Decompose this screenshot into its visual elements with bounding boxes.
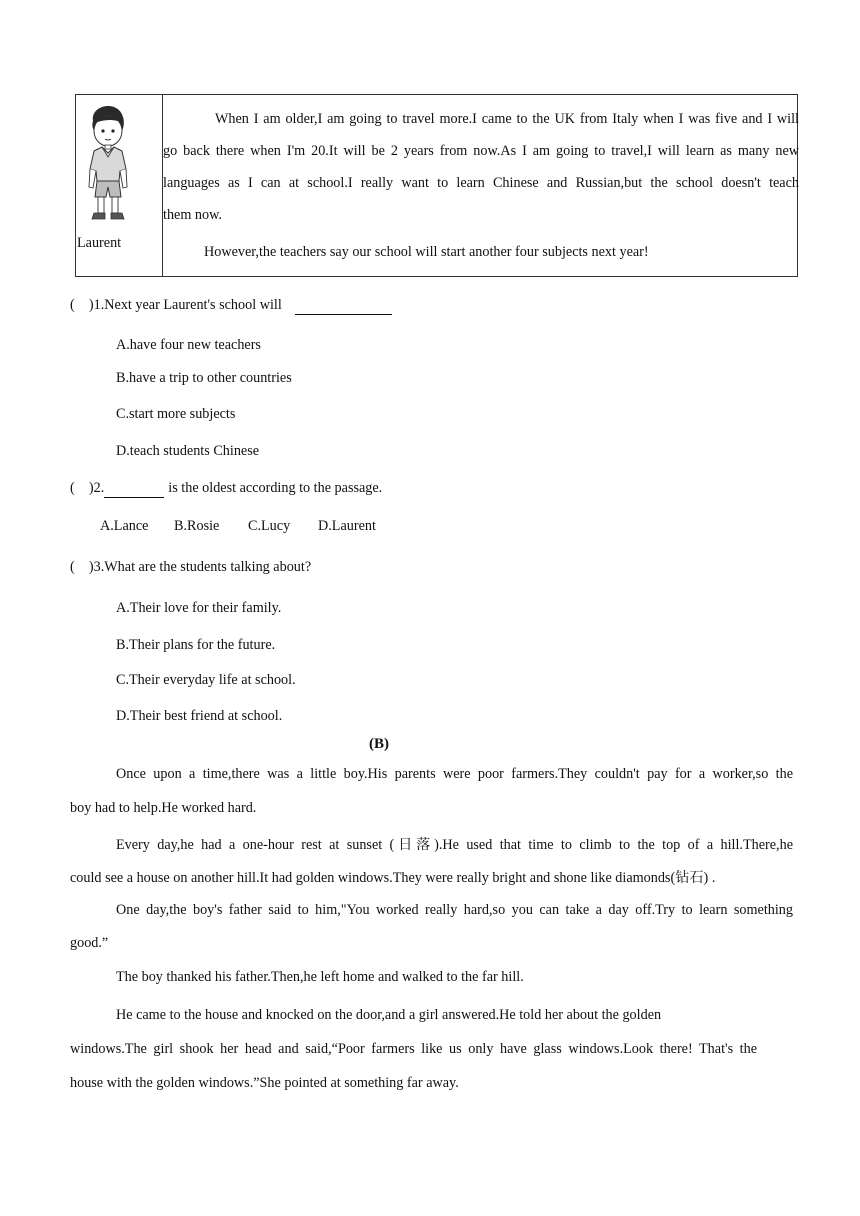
question-1-stem: Next year Laurent's school will [104, 297, 282, 313]
option: C.start more subjects [116, 406, 236, 422]
option: C.Lucy [248, 518, 291, 534]
option: D.Laurent [318, 518, 376, 534]
passage-line: go back there when I'm 20.It will be 2 years from now.As I am going to travel,I will learn as many new [163, 143, 799, 159]
question-3-stem: What are the students talking about? [104, 559, 312, 575]
passage-line: However,the teachers say our school will start another four subjects next year! [204, 244, 649, 260]
story-line: boy had to help.He worked hard. [70, 800, 257, 816]
story-line: good.” [70, 935, 109, 951]
story-line: Every day,he had a one-hour rest at sunset (日落).He used that time to climb to the top of a hill.There,he [116, 837, 793, 853]
story-line: The boy thanked his father.Then,he left home and walked to the far hill. [116, 969, 524, 985]
option: B.have a trip to other countries [116, 370, 292, 386]
question-3 [70, 559, 311, 576]
story-line: Once upon a time,there was a little boy.His parents were poor farmers.They couldn't pay for a worker,so the [116, 766, 793, 782]
person-name-label: Laurent [77, 235, 122, 251]
question-1-prefix: ( )1. [70, 297, 105, 313]
answer-blank[interactable] [295, 297, 392, 315]
story-line: house with the golden windows.”She pointed at something far away. [70, 1075, 459, 1091]
question-2 [70, 480, 382, 498]
question-3-prefix: ( )3. [70, 559, 105, 575]
story-line: windows.The girl shook her head and said,“Poor farmers like us only have glass windows.Look there! That's the [70, 1041, 757, 1057]
story-line: He came to the house and knocked on the door,and a girl answered.He told her about the golden [116, 1007, 662, 1023]
story-line: One day,the boy's father said to him,"You worked really hard,so you can take a day off.Try to learn something [116, 902, 793, 918]
passage-line: languages as I can at school.I really want to learn Chinese and Russian,but the school doesn't teach [163, 175, 799, 191]
option: C.Their everyday life at school. [116, 672, 296, 688]
boy-illustration [80, 99, 136, 227]
passage-line: When I am older,I am going to travel more.I came to the UK from Italy when I was five and I will [215, 111, 799, 127]
passage-line: them now. [163, 207, 222, 223]
option: A.have four new teachers [116, 337, 261, 353]
question-2-stem: is the oldest according to the passage. [168, 480, 383, 496]
question-1 [70, 297, 392, 315]
question-2-prefix: ( )2. [70, 480, 105, 496]
section-b-heading: (B) [369, 736, 389, 752]
option: B.Their plans for the future. [116, 637, 276, 653]
option: D.Their best friend at school. [116, 708, 283, 724]
story-line: could see a house on another hill.It had golden windows.They were really bright and shone like diamonds(钻石) . [70, 870, 716, 886]
passage-table [75, 94, 798, 277]
answer-blank[interactable] [104, 480, 164, 498]
option: A.Lance [100, 518, 149, 534]
option: D.teach students Chinese [116, 443, 260, 459]
option: B.Rosie [174, 518, 220, 534]
option: A.Their love for their family. [116, 600, 282, 616]
